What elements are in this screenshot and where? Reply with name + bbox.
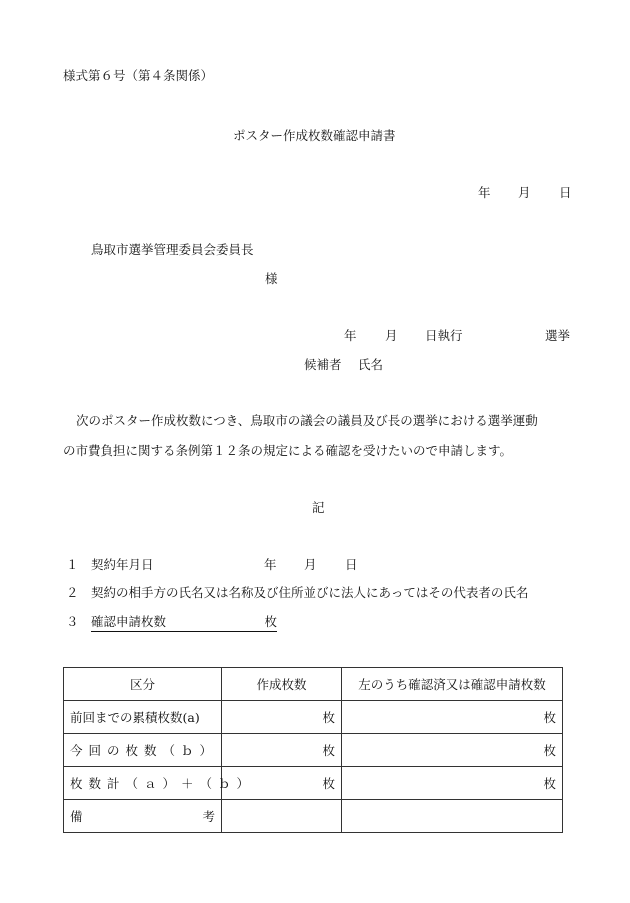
row-label: 前回までの累積枚数(a) <box>64 701 222 734</box>
ki-heading: 記 <box>312 500 325 515</box>
table-row <box>64 734 563 767</box>
item-label: 確認申請枚数 <box>91 614 167 629</box>
table-row <box>64 701 563 734</box>
date-month-label: 月 <box>518 185 531 200</box>
body-text-line-1: 次のポスター作成枚数につき、鳥取市の議会の議員及び長の選挙における選挙運動 <box>76 413 538 428</box>
contract-month-label: 月 <box>304 557 317 572</box>
unit-cell: 枚 <box>342 767 563 800</box>
row-label: 今回の枚数（ｂ） <box>64 734 222 767</box>
table-header-cell: 作成枚数 <box>222 668 342 701</box>
row-label: 枚数計（ａ）＋（ｂ） <box>64 767 222 800</box>
count-table <box>63 667 563 833</box>
unit-cell: 枚 <box>222 734 342 767</box>
date-year-label: 年 <box>478 185 491 200</box>
item-label: 契約年月日 <box>91 557 154 572</box>
remarks-label-cell <box>64 800 222 833</box>
remarks-label-left: 備 <box>70 809 83 824</box>
item-unit: 枚 <box>264 614 277 629</box>
item-number: ３ <box>66 614 79 629</box>
remarks-cell <box>342 800 563 833</box>
remarks-label-right: 考 <box>202 809 215 824</box>
candidate-label: 候補者 <box>304 357 342 372</box>
contract-year-label: 年 <box>264 557 277 572</box>
unit-cell: 枚 <box>222 701 342 734</box>
table-header-cell: 区分 <box>64 668 222 701</box>
document-title: ポスター作成枚数確認申請書 <box>233 128 396 143</box>
form-number: 様式第６号（第４条関係） <box>63 68 214 83</box>
item-label: 契約の相手方の氏名又は名称及び住所並びに法人にあってはその代表者の氏名 <box>91 585 529 600</box>
election-year-label: 年 <box>344 328 357 343</box>
candidate-name-label: 氏名 <box>358 357 384 372</box>
table-header-row <box>64 668 563 701</box>
table-row-remarks <box>64 800 563 833</box>
addressee-honorific: 様 <box>265 271 278 286</box>
unit-cell: 枚 <box>222 767 342 800</box>
election-label: 選挙 <box>545 328 571 343</box>
table-row <box>64 767 563 800</box>
election-month-label: 月 <box>385 328 398 343</box>
item-number: ２ <box>66 585 79 600</box>
date-day-label: 日 <box>559 185 572 200</box>
table-header-cell: 左のうち確認済又は確認申請枚数 <box>342 668 563 701</box>
unit-cell: 枚 <box>342 734 563 767</box>
addressee-name: 鳥取市選挙管理委員会委員長 <box>91 242 254 257</box>
election-day-held-label: 日執行 <box>425 328 463 343</box>
contract-day-label: 日 <box>345 557 358 572</box>
item-label-underlined <box>91 614 277 632</box>
item-number: １ <box>66 557 79 572</box>
unit-cell: 枚 <box>342 701 563 734</box>
body-text-line-2: の市費負担に関する条例第１２条の規定による確認を受けたいので申請します。 <box>63 443 513 458</box>
remarks-cell <box>222 800 342 833</box>
